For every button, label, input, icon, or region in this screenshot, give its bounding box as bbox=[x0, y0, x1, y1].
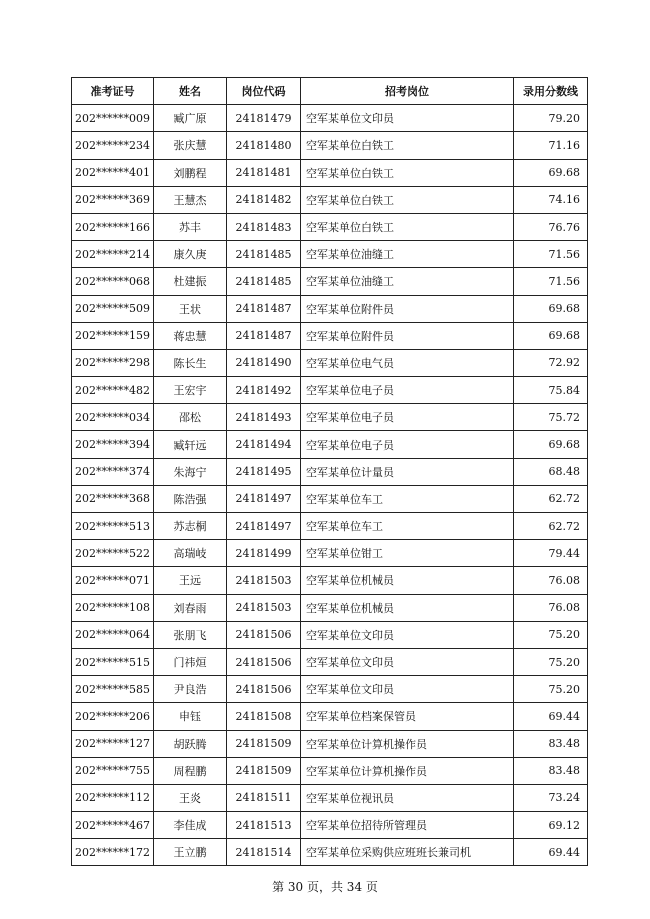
exam-id-cell: 202******755 bbox=[72, 757, 154, 784]
table-row bbox=[72, 594, 588, 621]
exam-id-cell: 202******513 bbox=[72, 513, 154, 540]
score-cell: 69.12 bbox=[514, 812, 588, 839]
position-code-cell: 24181514 bbox=[227, 839, 301, 866]
table-row bbox=[72, 322, 588, 349]
name-cell: 邵松 bbox=[154, 404, 227, 431]
position-cell: 空军某单位计算机操作员 bbox=[301, 730, 514, 757]
position-cell: 空军某单位视讯员 bbox=[301, 784, 514, 811]
position-cell: 空军某单位电子员 bbox=[301, 404, 514, 431]
table-row bbox=[72, 159, 588, 186]
score-cell: 79.20 bbox=[514, 105, 588, 132]
position-cell: 空军某单位白铁工 bbox=[301, 213, 514, 240]
position-code-cell: 24181511 bbox=[227, 784, 301, 811]
table-row bbox=[72, 105, 588, 132]
position-cell: 空军某单位文印员 bbox=[301, 676, 514, 703]
position-code-cell: 24181506 bbox=[227, 676, 301, 703]
table-row bbox=[72, 540, 588, 567]
name-cell: 尹良浩 bbox=[154, 676, 227, 703]
table-row bbox=[72, 241, 588, 268]
position-cell: 空军某单位车工 bbox=[301, 485, 514, 512]
position-cell: 空军某单位机械员 bbox=[301, 594, 514, 621]
score-cell: 75.84 bbox=[514, 377, 588, 404]
exam-id-cell: 202******127 bbox=[72, 730, 154, 757]
exam-id-cell: 202******009 bbox=[72, 105, 154, 132]
page-footer: 第 30 页，共 34 页 bbox=[272, 880, 378, 894]
score-cell: 75.72 bbox=[514, 404, 588, 431]
score-cell: 71.56 bbox=[514, 268, 588, 295]
table-row bbox=[72, 757, 588, 784]
exam-id-cell: 202******369 bbox=[72, 186, 154, 213]
position-code-cell: 24181503 bbox=[227, 567, 301, 594]
exam-id-cell: 202******166 bbox=[72, 213, 154, 240]
score-cell: 75.20 bbox=[514, 676, 588, 703]
admission-results-table bbox=[71, 77, 588, 866]
score-cell: 75.20 bbox=[514, 648, 588, 675]
exam-id-cell: 202******368 bbox=[72, 485, 154, 512]
exam-id-cell: 202******064 bbox=[72, 621, 154, 648]
score-cell: 69.68 bbox=[514, 295, 588, 322]
position-code-cell: 24181509 bbox=[227, 730, 301, 757]
table-row bbox=[72, 431, 588, 458]
position-code-cell: 24181499 bbox=[227, 540, 301, 567]
name-cell: 臧广原 bbox=[154, 105, 227, 132]
position-cell: 空军某单位机械员 bbox=[301, 567, 514, 594]
table-row bbox=[72, 730, 588, 757]
name-cell: 陈浩强 bbox=[154, 485, 227, 512]
score-cell: 68.48 bbox=[514, 458, 588, 485]
score-cell: 74.16 bbox=[514, 186, 588, 213]
score-cell: 75.20 bbox=[514, 621, 588, 648]
position-code-cell: 24181495 bbox=[227, 458, 301, 485]
score-cell: 71.16 bbox=[514, 132, 588, 159]
position-cell: 空军某单位采购供应班班长兼司机 bbox=[301, 839, 514, 866]
position-cell: 空军某单位文印员 bbox=[301, 621, 514, 648]
position-cell: 空军某单位油缝工 bbox=[301, 241, 514, 268]
exam-id-cell: 202******515 bbox=[72, 648, 154, 675]
score-cell: 72.92 bbox=[514, 349, 588, 376]
position-cell: 空军某单位钳工 bbox=[301, 540, 514, 567]
name-cell: 高瑞岐 bbox=[154, 540, 227, 567]
score-cell: 76.08 bbox=[514, 567, 588, 594]
position-code-cell: 24181485 bbox=[227, 241, 301, 268]
position-cell: 空军某单位文印员 bbox=[301, 648, 514, 675]
name-cell: 王炎 bbox=[154, 784, 227, 811]
name-cell: 王宏宇 bbox=[154, 377, 227, 404]
position-code-cell: 24181493 bbox=[227, 404, 301, 431]
score-cell: 62.72 bbox=[514, 485, 588, 512]
table-header-row bbox=[72, 78, 588, 105]
name-cell: 胡跃腾 bbox=[154, 730, 227, 757]
table-row bbox=[72, 567, 588, 594]
position-cell: 空军某单位附件员 bbox=[301, 322, 514, 349]
table-row bbox=[72, 377, 588, 404]
header-position: 招考岗位 bbox=[301, 78, 514, 105]
score-cell: 69.68 bbox=[514, 322, 588, 349]
exam-id-cell: 202******172 bbox=[72, 839, 154, 866]
exam-id-cell: 202******467 bbox=[72, 812, 154, 839]
position-code-cell: 24181506 bbox=[227, 648, 301, 675]
score-cell: 69.44 bbox=[514, 703, 588, 730]
score-cell: 76.76 bbox=[514, 213, 588, 240]
table-row bbox=[72, 458, 588, 485]
position-code-cell: 24181480 bbox=[227, 132, 301, 159]
score-cell: 62.72 bbox=[514, 513, 588, 540]
score-cell: 73.24 bbox=[514, 784, 588, 811]
position-code-cell: 24181485 bbox=[227, 268, 301, 295]
name-cell: 门祎烜 bbox=[154, 648, 227, 675]
position-code-cell: 24181490 bbox=[227, 349, 301, 376]
position-cell: 空军某单位电子员 bbox=[301, 431, 514, 458]
position-cell: 空军某单位文印员 bbox=[301, 105, 514, 132]
score-cell: 83.48 bbox=[514, 757, 588, 784]
name-cell: 王慧杰 bbox=[154, 186, 227, 213]
score-cell: 76.08 bbox=[514, 594, 588, 621]
header-position-code: 岗位代码 bbox=[227, 78, 301, 105]
table-row bbox=[72, 186, 588, 213]
name-cell: 刘鹏程 bbox=[154, 159, 227, 186]
table-row bbox=[72, 485, 588, 512]
position-code-cell: 24181506 bbox=[227, 621, 301, 648]
exam-id-cell: 202******374 bbox=[72, 458, 154, 485]
position-cell: 空军某单位档案保管员 bbox=[301, 703, 514, 730]
name-cell: 苏志桐 bbox=[154, 513, 227, 540]
name-cell: 苏丰 bbox=[154, 213, 227, 240]
name-cell: 申钰 bbox=[154, 703, 227, 730]
name-cell: 张朋飞 bbox=[154, 621, 227, 648]
position-code-cell: 24181487 bbox=[227, 295, 301, 322]
name-cell: 陈长生 bbox=[154, 349, 227, 376]
table-row bbox=[72, 268, 588, 295]
name-cell: 张庆慧 bbox=[154, 132, 227, 159]
position-cell: 空军某单位车工 bbox=[301, 513, 514, 540]
table-body bbox=[72, 105, 588, 866]
position-cell: 空军某单位电子员 bbox=[301, 377, 514, 404]
table-row bbox=[72, 213, 588, 240]
name-cell: 李佳成 bbox=[154, 812, 227, 839]
name-cell: 朱海宁 bbox=[154, 458, 227, 485]
exam-id-cell: 202******585 bbox=[72, 676, 154, 703]
position-code-cell: 24181508 bbox=[227, 703, 301, 730]
position-cell: 空军某单位白铁工 bbox=[301, 159, 514, 186]
position-cell: 空军某单位计量员 bbox=[301, 458, 514, 485]
name-cell: 杜建振 bbox=[154, 268, 227, 295]
exam-id-cell: 202******034 bbox=[72, 404, 154, 431]
table-row bbox=[72, 621, 588, 648]
exam-id-cell: 202******298 bbox=[72, 349, 154, 376]
score-cell: 83.48 bbox=[514, 730, 588, 757]
table-row bbox=[72, 513, 588, 540]
position-code-cell: 24181487 bbox=[227, 322, 301, 349]
position-cell: 空军某单位计算机操作员 bbox=[301, 757, 514, 784]
position-code-cell: 24181479 bbox=[227, 105, 301, 132]
exam-id-cell: 202******206 bbox=[72, 703, 154, 730]
exam-id-cell: 202******068 bbox=[72, 268, 154, 295]
name-cell: 蒋忠慧 bbox=[154, 322, 227, 349]
name-cell: 周程鹏 bbox=[154, 757, 227, 784]
header-name: 姓名 bbox=[154, 78, 227, 105]
table-row bbox=[72, 839, 588, 866]
header-exam-id: 准考证号 bbox=[72, 78, 154, 105]
position-cell: 空军某单位白铁工 bbox=[301, 132, 514, 159]
name-cell: 王状 bbox=[154, 295, 227, 322]
exam-id-cell: 202******159 bbox=[72, 322, 154, 349]
exam-id-cell: 202******234 bbox=[72, 132, 154, 159]
position-code-cell: 24181497 bbox=[227, 485, 301, 512]
position-cell: 空军某单位招待所管理员 bbox=[301, 812, 514, 839]
exam-id-cell: 202******401 bbox=[72, 159, 154, 186]
position-code-cell: 24181483 bbox=[227, 213, 301, 240]
table-row bbox=[72, 812, 588, 839]
table-row bbox=[72, 132, 588, 159]
score-cell: 69.68 bbox=[514, 159, 588, 186]
position-cell: 空军某单位油缝工 bbox=[301, 268, 514, 295]
name-cell: 康久庚 bbox=[154, 241, 227, 268]
exam-id-cell: 202******394 bbox=[72, 431, 154, 458]
position-cell: 空军某单位白铁工 bbox=[301, 186, 514, 213]
score-cell: 69.68 bbox=[514, 431, 588, 458]
results-table-container bbox=[71, 77, 588, 866]
name-cell: 刘春雨 bbox=[154, 594, 227, 621]
table-row bbox=[72, 349, 588, 376]
table-row bbox=[72, 404, 588, 431]
position-code-cell: 24181482 bbox=[227, 186, 301, 213]
position-code-cell: 24181492 bbox=[227, 377, 301, 404]
position-code-cell: 24181497 bbox=[227, 513, 301, 540]
name-cell: 王立鹏 bbox=[154, 839, 227, 866]
name-cell: 臧轩远 bbox=[154, 431, 227, 458]
table-row bbox=[72, 648, 588, 675]
exam-id-cell: 202******509 bbox=[72, 295, 154, 322]
header-score-line: 录用分数线 bbox=[514, 78, 588, 105]
table-row bbox=[72, 703, 588, 730]
position-code-cell: 24181513 bbox=[227, 812, 301, 839]
position-code-cell: 24181509 bbox=[227, 757, 301, 784]
position-code-cell: 24181481 bbox=[227, 159, 301, 186]
position-cell: 空军某单位电气员 bbox=[301, 349, 514, 376]
table-row bbox=[72, 295, 588, 322]
score-cell: 69.44 bbox=[514, 839, 588, 866]
exam-id-cell: 202******071 bbox=[72, 567, 154, 594]
position-code-cell: 24181494 bbox=[227, 431, 301, 458]
exam-id-cell: 202******112 bbox=[72, 784, 154, 811]
exam-id-cell: 202******482 bbox=[72, 377, 154, 404]
exam-id-cell: 202******214 bbox=[72, 241, 154, 268]
table-row bbox=[72, 784, 588, 811]
score-cell: 79.44 bbox=[514, 540, 588, 567]
exam-id-cell: 202******522 bbox=[72, 540, 154, 567]
score-cell: 71.56 bbox=[514, 241, 588, 268]
position-code-cell: 24181503 bbox=[227, 594, 301, 621]
position-cell: 空军某单位附件员 bbox=[301, 295, 514, 322]
exam-id-cell: 202******108 bbox=[72, 594, 154, 621]
table-row bbox=[72, 676, 588, 703]
name-cell: 王远 bbox=[154, 567, 227, 594]
